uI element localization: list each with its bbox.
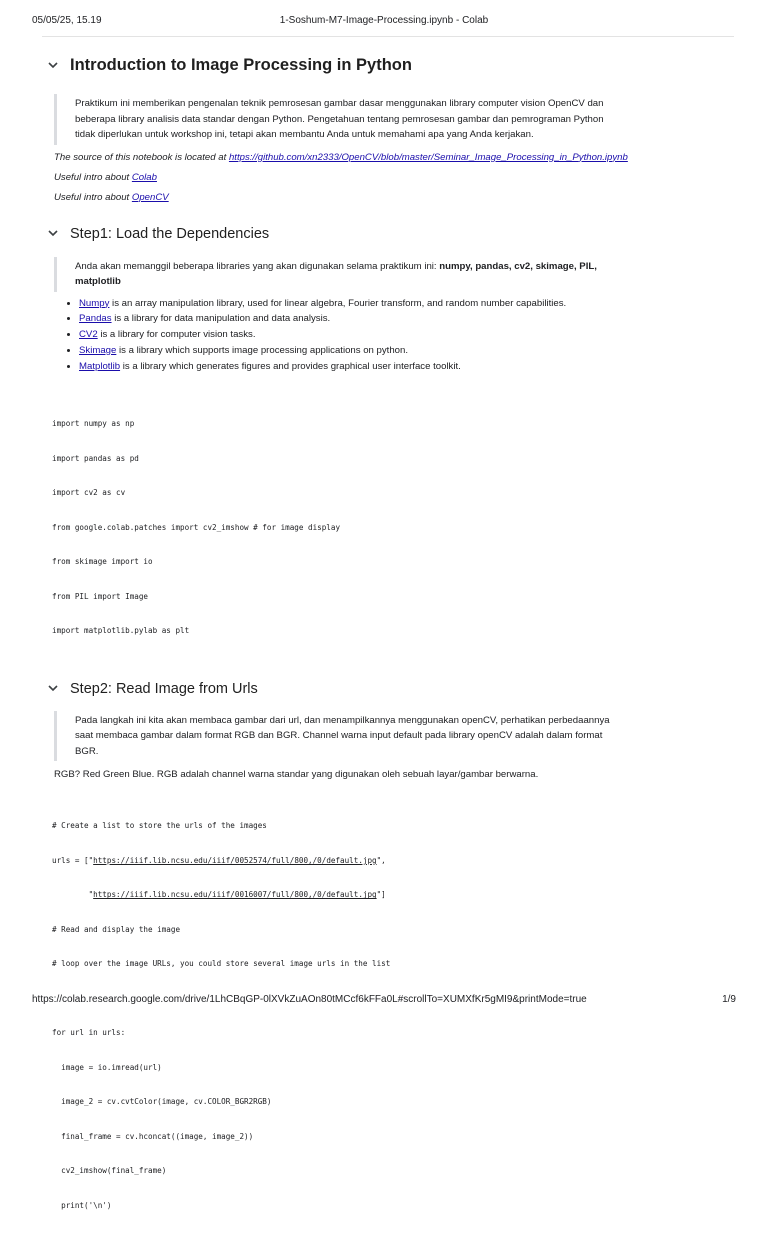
library-list: numpy, pandas, cv2, skimage, PIL, bbox=[439, 260, 597, 272]
section-step2-header[interactable] bbox=[48, 676, 738, 702]
section-intro-header[interactable] bbox=[48, 52, 738, 78]
list-item-text: is an array manipulation library, used for linear algebra, Fourier transform, and random number capabilities. bbox=[109, 297, 567, 309]
opencv-link[interactable]: OpenCV bbox=[131, 191, 169, 203]
list-item bbox=[79, 296, 738, 312]
code-line: import numpy as np bbox=[52, 419, 135, 429]
code-line: import cv2 as cv bbox=[52, 488, 126, 498]
source-prefix: The source of this notebook is located at bbox=[54, 151, 229, 163]
colab-note bbox=[54, 168, 738, 188]
text-line bbox=[75, 259, 738, 275]
text-line: Pada langkah ini kita akan membaca gambar dari url, dan menampilkannya menggunakan openCV, perhatikan perbedaannya bbox=[75, 714, 610, 726]
code-line: # Create a list to store the urls of the images bbox=[52, 821, 267, 831]
code-line: import pandas as pd bbox=[52, 453, 139, 463]
quote-prefix: Anda akan memanggil beberapa libraries yang akan digunakan selama praktikum ini: bbox=[75, 260, 440, 272]
source-note bbox=[54, 148, 738, 168]
code-token: " bbox=[52, 890, 94, 900]
code-token: urls = [" bbox=[52, 855, 94, 865]
code-line: final_frame = cv.hconcat((image, image_2)) bbox=[52, 1131, 254, 1141]
code-line: from skimage import io bbox=[52, 557, 153, 567]
code-line: image_2 = cv.cvtColor(image, cv.COLOR_BGR2RGB) bbox=[52, 1097, 272, 1107]
chevron-down-icon[interactable] bbox=[48, 230, 70, 237]
text-line bbox=[75, 274, 738, 290]
intro-blockquote bbox=[54, 94, 738, 145]
list-item bbox=[79, 327, 738, 343]
code-token: "] bbox=[376, 890, 386, 900]
code-line bbox=[52, 889, 738, 901]
step1-blockquote bbox=[54, 257, 738, 292]
list-item-text: is a library for computer vision tasks. bbox=[97, 329, 256, 341]
cv2-link[interactable]: CV2 bbox=[79, 329, 98, 341]
section-title: Step2: Read Image from Urls bbox=[70, 680, 258, 697]
print-header bbox=[32, 15, 736, 31]
list-item bbox=[79, 359, 738, 375]
list-item bbox=[79, 343, 738, 359]
code-cell-read-images[interactable] bbox=[52, 797, 738, 1234]
code-line: import matplotlib.pylab as plt bbox=[52, 626, 190, 636]
code-url-link[interactable]: https://iiif.lib.ncsu.edu/iiif/0016007/full/800,/0/default.jpg bbox=[93, 890, 377, 900]
library-bullet-list bbox=[48, 296, 738, 375]
source-link[interactable]: https://github.com/xn2333/OpenCV/blob/master/Seminar_Image_Processing_in_Python.ipynb bbox=[228, 151, 628, 163]
divider bbox=[42, 36, 734, 37]
text-line: BGR. bbox=[75, 745, 99, 757]
code-line: from PIL import Image bbox=[52, 591, 149, 601]
section-title: Introduction to Image Processing in Python bbox=[70, 55, 412, 74]
code-url-link[interactable]: https://iiif.lib.ncsu.edu/iiif/0052574/full/800,/0/default.jpg bbox=[93, 855, 377, 865]
code-line: # loop over the image URLs, you could store several image urls in the list bbox=[52, 959, 391, 969]
page-number: 1/9 bbox=[722, 994, 736, 1005]
chevron-down-icon[interactable] bbox=[48, 62, 70, 69]
matplotlib-link[interactable]: Matplotlib bbox=[79, 360, 121, 372]
pandas-link[interactable]: Pandas bbox=[79, 313, 112, 325]
print-title: 1-Soshum-M7-Image-Processing.ipynb - Colab bbox=[279, 15, 489, 26]
step2-blockquote bbox=[54, 711, 738, 762]
notebook-content bbox=[48, 52, 738, 1234]
skimage-link[interactable]: Skimage bbox=[79, 344, 117, 356]
code-token: ", bbox=[376, 855, 386, 865]
list-item-text: is a library which generates figures and provides graphical user interface toolkit. bbox=[120, 360, 461, 372]
print-footer bbox=[32, 994, 736, 1010]
opencv-note bbox=[54, 188, 738, 208]
code-line: for url in urls: bbox=[52, 1028, 126, 1038]
text-line: saat membaca gambar dalam format RGB dan BGR. Channel warna input default pada library openCV adalah dalam format bbox=[75, 730, 603, 742]
colab-link[interactable]: Colab bbox=[131, 171, 157, 183]
code-cell-imports[interactable] bbox=[52, 395, 738, 660]
chevron-down-icon[interactable] bbox=[48, 685, 70, 692]
rgb-note: RGB? Red Green Blue. RGB adalah channel warna standar yang digunakan oleh sebuah layar/gambar berwarna. bbox=[54, 769, 539, 781]
code-line: from google.colab.patches import cv2_imshow # for image display bbox=[52, 522, 341, 532]
list-item-text: is a library which supports image processing applications on python. bbox=[116, 344, 409, 356]
code-line: cv2_imshow(final_frame) bbox=[52, 1166, 167, 1176]
code-line: # Read and display the image bbox=[52, 924, 181, 934]
print-timestamp: 05/05/25, 15.19 bbox=[32, 15, 102, 26]
list-item-text: is a library for data manipulation and data analysis. bbox=[111, 313, 331, 325]
section-step1-header[interactable] bbox=[48, 221, 738, 247]
code-line bbox=[52, 855, 738, 867]
text-line: tidak diperlukan untuk workshop ini, tetapi akan membantu Anda untuk memahami apa yang Anda kerjakan. bbox=[75, 129, 534, 140]
code-line: print('\n') bbox=[52, 1200, 112, 1210]
text-line: beberapa library analisis data standar dengan Python. Pengetahuan tentang pemrosesan gambar dan pemrograman Python bbox=[75, 113, 604, 125]
code-line: image = io.imread(url) bbox=[52, 1062, 162, 1072]
print-url: https://colab.research.google.com/drive/1LhCBqGP-0lXVkZuAOn80tMCcf6kFFa0L#scrollTo=XUMXfKr5gMI9&printMode=true bbox=[32, 994, 587, 1005]
colab-prefix: Useful intro about bbox=[54, 171, 132, 183]
section-title: Step1: Load the Dependencies bbox=[70, 225, 270, 242]
numpy-link[interactable]: Numpy bbox=[79, 297, 110, 309]
list-item bbox=[79, 311, 738, 327]
library-list-end: matplotlib bbox=[75, 276, 121, 287]
opencv-prefix: Useful intro about bbox=[54, 191, 132, 203]
text-line: Praktikum ini memberikan pengenalan teknik pemrosesan gambar dasar menggunakan library computer vision OpenCV dan bbox=[75, 98, 604, 109]
